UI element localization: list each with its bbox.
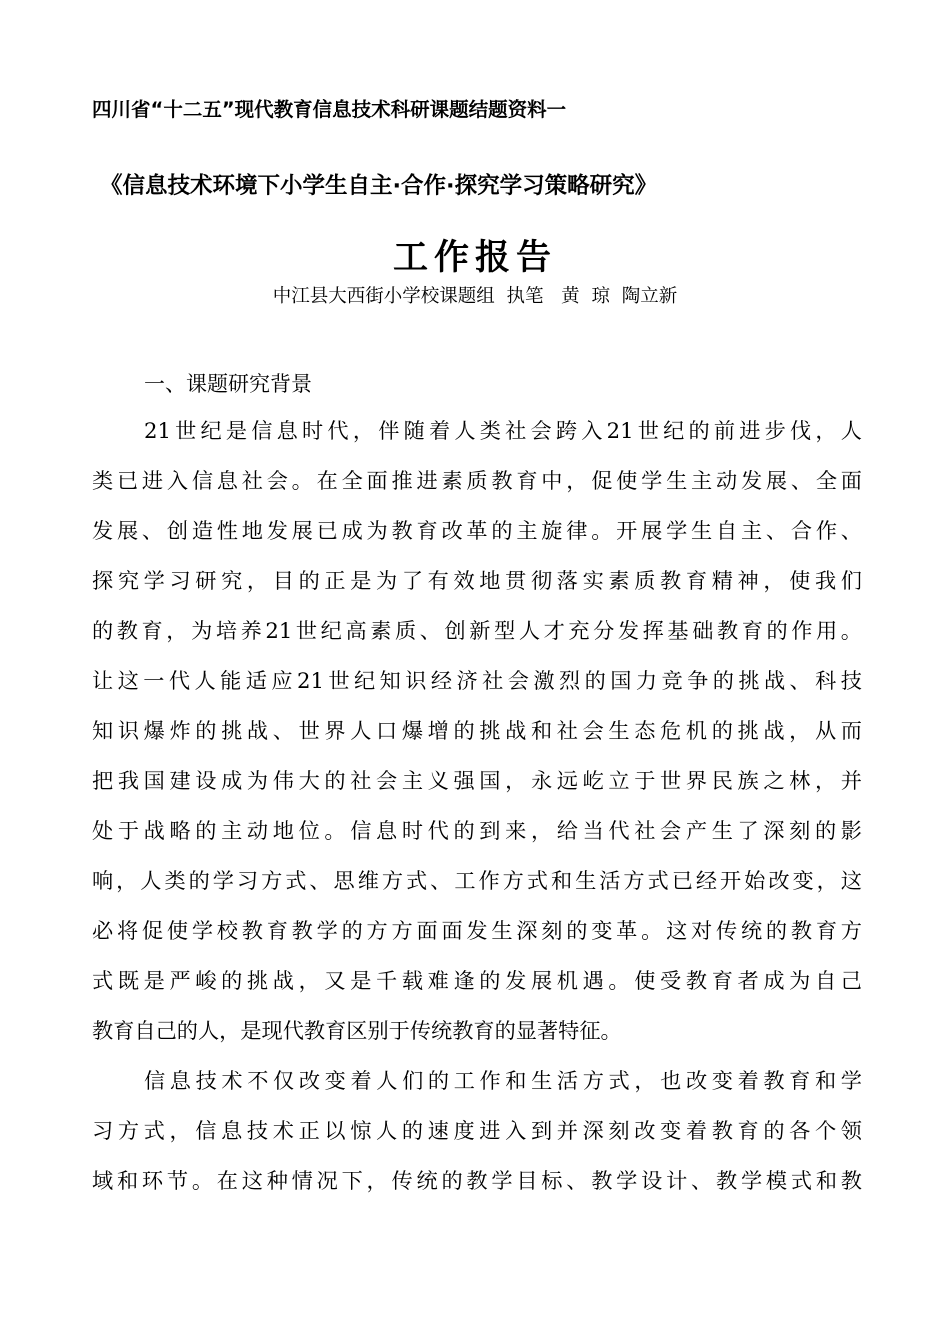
paragraph-line: 习方式，信息技术正以惊人的速度进入到并深刻改变着教育的各个领 (92, 1118, 862, 1143)
paragraph-information-technology (92, 1056, 862, 1206)
paragraph-line: 式既是严峻的挑战，又是千载难逢的发展机遇。使受教育者成为自己 (92, 968, 862, 993)
paragraph-line: 域和环节。在这种情况下，传统的教学目标、教学设计、教学模式和教 (92, 1168, 862, 1193)
report-title: 工作报告 (392, 238, 557, 278)
paragraph-line: 知识爆炸的挑战、世界人口爆增的挑战和社会生态危机的挑战，从而 (92, 718, 862, 743)
author-byline: 中江县大西街小学校课题组 执笔 黄 琼 陶立新 (272, 286, 678, 307)
paragraph-line: 教育自己的人，是现代教育区别于传统教育的显著特征。 (92, 1018, 622, 1043)
section-heading: 一、课题研究背景 (144, 372, 312, 396)
paragraph-line: 把我国建设成为伟大的社会主义强国，永远屹立于世界民族之林，并 (92, 768, 862, 793)
paragraph-line: 21世纪是信息时代，伴随着人类社会跨入21世纪的前进步伐，人 (144, 418, 862, 443)
paragraph-line: 探究学习研究，目的正是为了有效地贯彻落实素质教育精神，使我们 (92, 568, 862, 593)
paragraph-line: 处于战略的主动地位。信息时代的到来，给当代社会产生了深刻的影 (92, 818, 862, 843)
paragraph-line: 信息技术不仅改变着人们的工作和生活方式，也改变着教育和学 (144, 1068, 862, 1093)
paragraph-line: 响，人类的学习方式、思维方式、工作方式和生活方式已经开始改变，这 (92, 868, 862, 893)
paragraph-line: 的教育，为培养21世纪高素质、创新型人才充分发挥基础教育的作用。 (92, 618, 862, 643)
paragraph-line: 让这一代人能适应21世纪知识经济社会激烈的国力竞争的挑战、科技 (92, 668, 862, 693)
paragraph-line: 发展、创造性地发展已成为教育改革的主旋律。开展学生自主、合作、 (92, 518, 862, 543)
paragraph-background (92, 406, 862, 1056)
paragraph-line: 必将促使学校教育教学的方方面面发生深刻的变革。这对传统的教育方 (92, 918, 862, 943)
series-title: 四川省“十二五”现代教育信息技术科研课题结题资料一 (92, 98, 567, 121)
project-title: 《信息技术环境下小学生自主·合作·探究学习策略研究》 (100, 173, 658, 199)
paragraph-line: 类已进入信息社会。在全面推进素质教育中，促使学生主动发展、全面 (92, 468, 862, 493)
